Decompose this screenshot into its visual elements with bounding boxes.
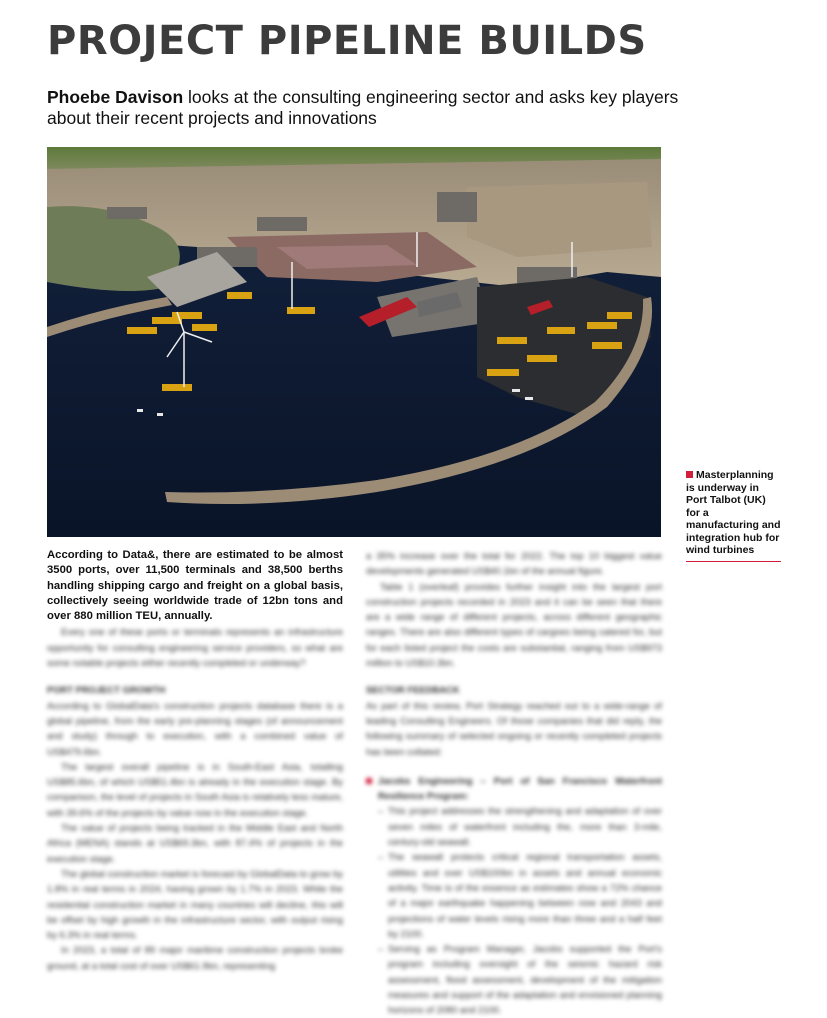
body-paragraph: In 2023, a total of 89 major maritime construction projects broke ground, at a total cost of over US$61.9bn, representing <box>47 944 343 971</box>
body-paragraph: The value of projects being tracked in the Middle East and North Africa (MENA) stands at US$69.3bn, with 87.4% of projects in the execution stage. <box>47 822 343 864</box>
body-paragraph: The largest overall pipeline is in South-East Asia, totalling US$85.6bn, of which US$51.4bn is already in the execution stage. By comparison, the level of projects in South Asia is relatively less mature, with 39.6% of the projects by value now in the execution stage. <box>47 760 343 818</box>
list-item: – The seawall protects critical regional transportation assets, utilities and over US$100bn in assets and annual economic activity. Time is of the essence as estimates show a 72% chance of a major earthquake happening between now and 2043 and projections of water levels rising more than three and a half feet by 2100. <box>388 849 662 941</box>
bullet-list <box>366 803 662 1017</box>
body-paragraph: The global construction market is forecast by GlobalData to grow by 1.8% in real terms in 2024, having grown by 1.7% in 2023. While the residential construction market in many countries will decline, this will be offset by high growth in the infrastructure sector, with output rising by 6.3% in real terms. <box>47 867 343 941</box>
left-column-body <box>47 624 343 973</box>
body-paragraph: Table 1 (overleaf) provides further insight into the largest port construction projects recorded in 2023 and it can be seen that there are a wide range of different projects, across different geographic ranges. There are also different types of cargoes being catered for, but for each listed project the costs are substantial, ranging from US$973 million to US$10.3bn. <box>366 580 662 669</box>
standfirst <box>47 87 687 129</box>
headline: PROJECT PIPELINE BUILDS <box>47 18 647 64</box>
bullet-title <box>366 773 662 804</box>
caption-text: Masterplanning is underway in Port Talbot (UK) for a manufacturing and integration hub for wind turbines <box>686 469 781 556</box>
standfirst-text: looks at the consulting engineering sector and asks key players about their recent projects and innovations <box>47 87 679 128</box>
intro-paragraph: Every one of these ports or terminals represents an infrastructure opportunity for consulting engineering service providers, so what are some notable projects either recently completed or underway? <box>47 626 343 669</box>
photo-caption <box>686 469 781 562</box>
article-column-left <box>47 548 343 973</box>
right-column-body <box>366 548 662 1018</box>
caption-marker <box>686 471 693 478</box>
bullet-title-text: Jacobs Engineering – Port of San Francisco Waterfront Resilience Program: <box>378 774 662 802</box>
list-item: – Serving as Program Manager, Jacobs supported the Port's program including oversight of the seismic hazard risk assessment, flood assessment, development of the mitigation measures and support of the adaptation and envisioned planning horizons of 2080 and 2100. <box>388 941 662 1017</box>
author-name: Phoebe Davison <box>47 87 184 107</box>
list-item: – This project addresses the strengthening and adaptation of over seven miles of waterfront including the, more than 3-mile, century-old seawall. <box>388 803 662 849</box>
bullet-marker <box>366 778 372 784</box>
feedback-paragraph: As part of this review, Port Strategy reached out to a wide-range of leading Consulting Engineers. Of those companies that did reply, the following summary of selected ongoing or recently completed projects has been collated: <box>366 699 662 757</box>
section-heading-port-growth: PORT PROJECT GROWTH <box>47 684 166 696</box>
body-paragraph: a 35% increase over the total for 2022. The top 10 biggest value developments generated US$40.1bn of the annual figure. <box>366 550 662 577</box>
section-heading-sector-feedback: SECTOR FEEDBACK <box>366 684 460 696</box>
lede-paragraph: According to Data&, there are estimated to be almost 3500 ports, over 11,500 terminals and 38,500 berths handling shipping cargo and freight on a global basis, collectively seeing worldwide trade of 12bn tons and over 880 million TEU, annually. <box>47 549 343 623</box>
article-column-right <box>366 548 662 1018</box>
port-talbot-aerial-photo <box>47 147 661 537</box>
body-paragraph: According to GlobalData's construction projects database there is a global pipeline, from the early pre-planning stages (of announcement and study) through to execution, with a combined value of US$479.6bn. <box>47 699 343 757</box>
